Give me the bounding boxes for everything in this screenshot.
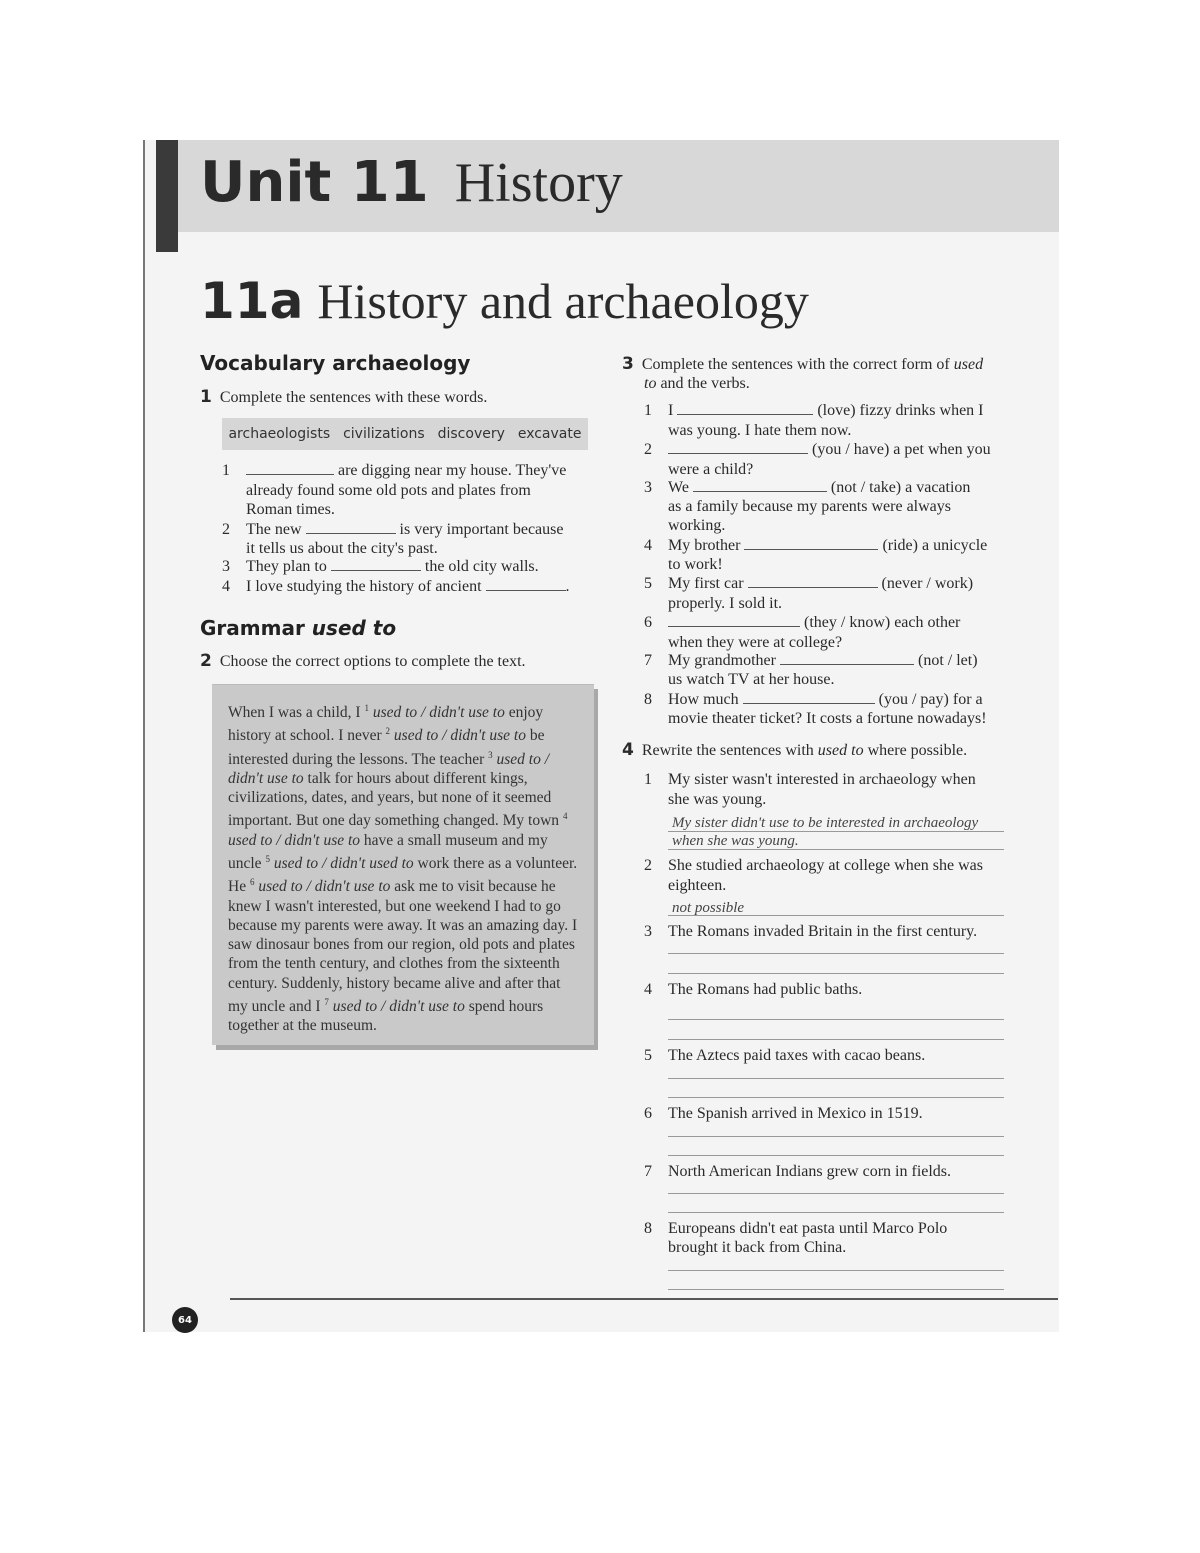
item-number: 1 [644,771,652,788]
item-number: 1 [644,402,652,419]
writing-line[interactable] [668,1155,1004,1156]
answer-blank[interactable] [677,402,813,415]
answer-blank[interactable] [306,521,396,534]
item-text: as a family because my parents were always [668,498,951,515]
ex4-instruction-italic: used to [817,742,864,759]
item-number: 3 [222,558,230,575]
reading-text: When I was a child, I $^1$ used to / didn't use to enjoy history at school. I never $^2$ used to / didn't use to be interested during the lessons. The teacher $^3$ used to / didn't use to talk for hours about different kings, civilizations, dates, and years, but none of it seemed important. But one day something changed. My town $^4$ used to / didn't use to have a small museum and my uncle $^5$ used to / didn't used to work there as a volunteer. He $^6$ used to / didn't use to ask me to visit because he knew I wasn't interested, but one weekend I had to go because my parents were away. It was an amazing day. I saw dinosaur bones from our region, old pots and plates from the tenth century, and clothes from the sixteenth century. Suddenly, history became alive and after that my uncle and I $^7$ used to / didn't use to spend hours together at the museum. [228,703,578,1035]
ex4-item [644,1162,1024,1182]
writing-line[interactable] [668,973,1004,974]
option-choice[interactable]: used to / didn't use to [228,750,550,788]
ex4-instruction-text: where possible. [867,742,968,759]
ex3-number: 3 [622,354,634,374]
ex2-instruction [200,652,526,671]
writing-line[interactable] [668,1289,1004,1290]
word-item: excavate [517,426,582,442]
item-text: North American Indians grew corn in fields. [668,1163,952,1180]
answer-blank[interactable] [744,537,878,550]
option-choice[interactable]: used to / didn't use to [332,997,465,1015]
ex3-item [644,651,1024,691]
item-number: 7 [644,652,652,669]
item-number: 2 [222,521,230,538]
item-text: movie theater ticket? It costs a fortune nowadays! [668,710,987,727]
item-text: (ride) a unicycle [882,537,988,554]
item-number: 2 [644,441,652,458]
footer-rule [230,1298,1058,1300]
item-text: The Spanish arrived in Mexico in 1519. [668,1105,923,1122]
lesson-name: History and archaeology [317,273,809,329]
item-text: (not / let) [917,652,978,669]
item-number: 4 [644,981,652,998]
item-text: are digging near my house. They've [338,462,567,479]
page-number-badge: 64 [172,1307,198,1333]
writing-line[interactable] [668,849,1004,850]
ex4-item [644,922,1024,942]
ex1-item [222,461,602,519]
item-number: 6 [644,614,652,631]
option-choice[interactable]: used to / didn't use to [228,831,361,849]
item-text: properly. I sold it. [668,595,783,612]
example-answer: not possible [672,900,745,916]
item-text: eighteen. [668,877,727,894]
item-text: the old city walls. [424,558,539,575]
item-text: it tells us about the city's past. [246,540,438,557]
item-text: Roman times. [246,501,335,518]
ex2-number: 2 [200,651,212,671]
ex4-item [644,980,1024,1000]
ex3-instruction-italic: used [953,356,984,373]
item-number: 2 [644,857,652,874]
ex4-item [644,1104,1024,1124]
writing-line[interactable] [668,1212,1004,1213]
ex3-instruction-italic: to [644,375,657,392]
ex4-item [644,1046,1024,1066]
ex1-instruction [200,388,487,407]
option-choice[interactable]: used to / didn't use to [372,704,505,722]
item-text: They plan to [246,558,327,575]
ex4-number: 4 [622,740,634,760]
item-number: 3 [644,923,652,940]
lesson-number: 11a [200,272,304,330]
unit-header-bar [156,140,178,252]
grammar-heading-italic: used to [311,616,397,640]
item-number: 5 [644,1047,652,1064]
answer-blank[interactable] [246,462,334,475]
item-text: How much [668,691,739,708]
writing-line[interactable] [668,1097,1004,1098]
word-item: discovery [437,426,505,442]
item-text: were a child? [668,461,754,478]
answer-blank[interactable] [668,441,808,454]
ex3-item [644,440,1024,480]
item-text: My brother [668,537,741,554]
writing-line[interactable] [668,953,1004,954]
ex3-item [644,401,1024,441]
lesson-title [200,272,809,330]
item-text: The Aztecs paid taxes with cacao beans. [668,1047,926,1064]
item-number: 8 [644,1220,652,1237]
option-choice[interactable]: used to / didn't use to [393,727,526,745]
grammar-heading [200,616,396,640]
item-text: My first car [668,575,744,592]
answer-blank[interactable] [743,691,875,704]
ex1-item [222,577,602,597]
writing-line[interactable] [668,915,1004,916]
writing-line[interactable] [668,1270,1004,1271]
ex4-item [644,856,1024,896]
answer-blank[interactable] [486,578,566,591]
ex1-instruction-text: Complete the sentences with these words. [219,389,488,406]
item-text: she was young. [668,791,767,808]
item-text: to work! [668,556,723,573]
ex1-item [222,520,602,558]
page-edge-rule [143,140,145,1332]
item-text: . [565,578,570,595]
writing-line[interactable] [668,1039,1004,1040]
item-text: I [668,402,674,419]
item-number: 1 [222,462,230,479]
word-box [222,418,588,450]
item-text: The Romans had public baths. [668,981,863,998]
ex3-item [644,690,1024,730]
answer-blank[interactable] [693,479,827,492]
word-item: archaeologists [228,426,331,442]
item-text: Europeans didn't eat pasta until Marco Polo [668,1220,948,1237]
item-text: (you / pay) for a [878,691,983,708]
ex3-item [644,536,1024,576]
writing-line[interactable] [668,1193,1004,1194]
item-text: was young. I hate them now. [668,422,852,439]
item-number: 4 [644,537,652,554]
unit-title [200,150,623,215]
item-text: The Romans invaded Britain in the first century. [668,923,978,940]
item-number: 3 [644,479,652,496]
option-choice[interactable]: used to / didn't use to [258,878,391,896]
ex3-item [644,574,1024,614]
answer-blank[interactable] [748,575,878,588]
answer-blank[interactable] [331,558,421,571]
item-text: I love studying the history of ancient [246,578,482,595]
answer-blank[interactable] [668,614,800,627]
ex4-item [644,1219,1024,1259]
unit-number: Unit 11 [200,150,429,215]
grammar-heading-text: Grammar [200,616,305,640]
writing-line[interactable] [668,1136,1004,1137]
ex4-instruction [622,741,967,760]
item-number: 4 [222,578,230,595]
item-text: when they were at college? [668,634,843,651]
item-text: (you / have) a pet when you [812,441,991,458]
ex3-instruction [622,355,1022,393]
ex3-instruction-text: and the verbs. [660,375,750,392]
ex3-item [644,613,1024,653]
item-text: She studied archaeology at college when she was [668,857,984,874]
item-text: (love) fizzy drinks when I [817,402,984,419]
ex1-number: 1 [200,387,212,407]
unit-name: History [454,152,623,214]
ex4-item [644,770,1024,810]
writing-line[interactable] [668,1019,1004,1020]
ex4-instruction-text: Rewrite the sentences with [641,742,814,759]
ex1-item [222,557,602,577]
item-text: My grandmother [668,652,776,669]
item-text: We [668,479,689,496]
item-number: 6 [644,1105,652,1122]
item-text: is very important because [399,521,564,538]
example-answer: My sister didn't use to be interested in archaeology [672,815,979,831]
reading-text-box [212,684,594,1045]
item-text: (never / work) [881,575,974,592]
item-text: (they / know) each other [804,614,961,631]
ex2-instruction-text: Choose the correct options to complete the text. [219,653,526,670]
item-text: My sister wasn't interested in archaeology when [668,771,976,788]
answer-blank[interactable] [780,652,914,665]
item-number: 8 [644,691,652,708]
ex3-item [644,478,1024,536]
writing-line[interactable] [668,1078,1004,1079]
word-item: civilizations [343,426,425,442]
example-answer: when she was young. [672,833,799,849]
item-text: us watch TV at her house. [668,671,835,688]
item-text: working. [668,517,726,534]
item-text: The new [246,521,302,538]
item-text: already found some old pots and plates from [246,482,531,499]
item-number: 7 [644,1163,652,1180]
item-text: (not / take) a vacation [830,479,971,496]
ex3-instruction-text: Complete the sentences with the correct form of [641,356,950,373]
item-text: brought it back from China. [668,1239,847,1256]
option-choice[interactable]: used to / didn't used to [273,855,414,873]
vocab-heading: Vocabulary archaeology [200,351,471,375]
item-number: 5 [644,575,652,592]
